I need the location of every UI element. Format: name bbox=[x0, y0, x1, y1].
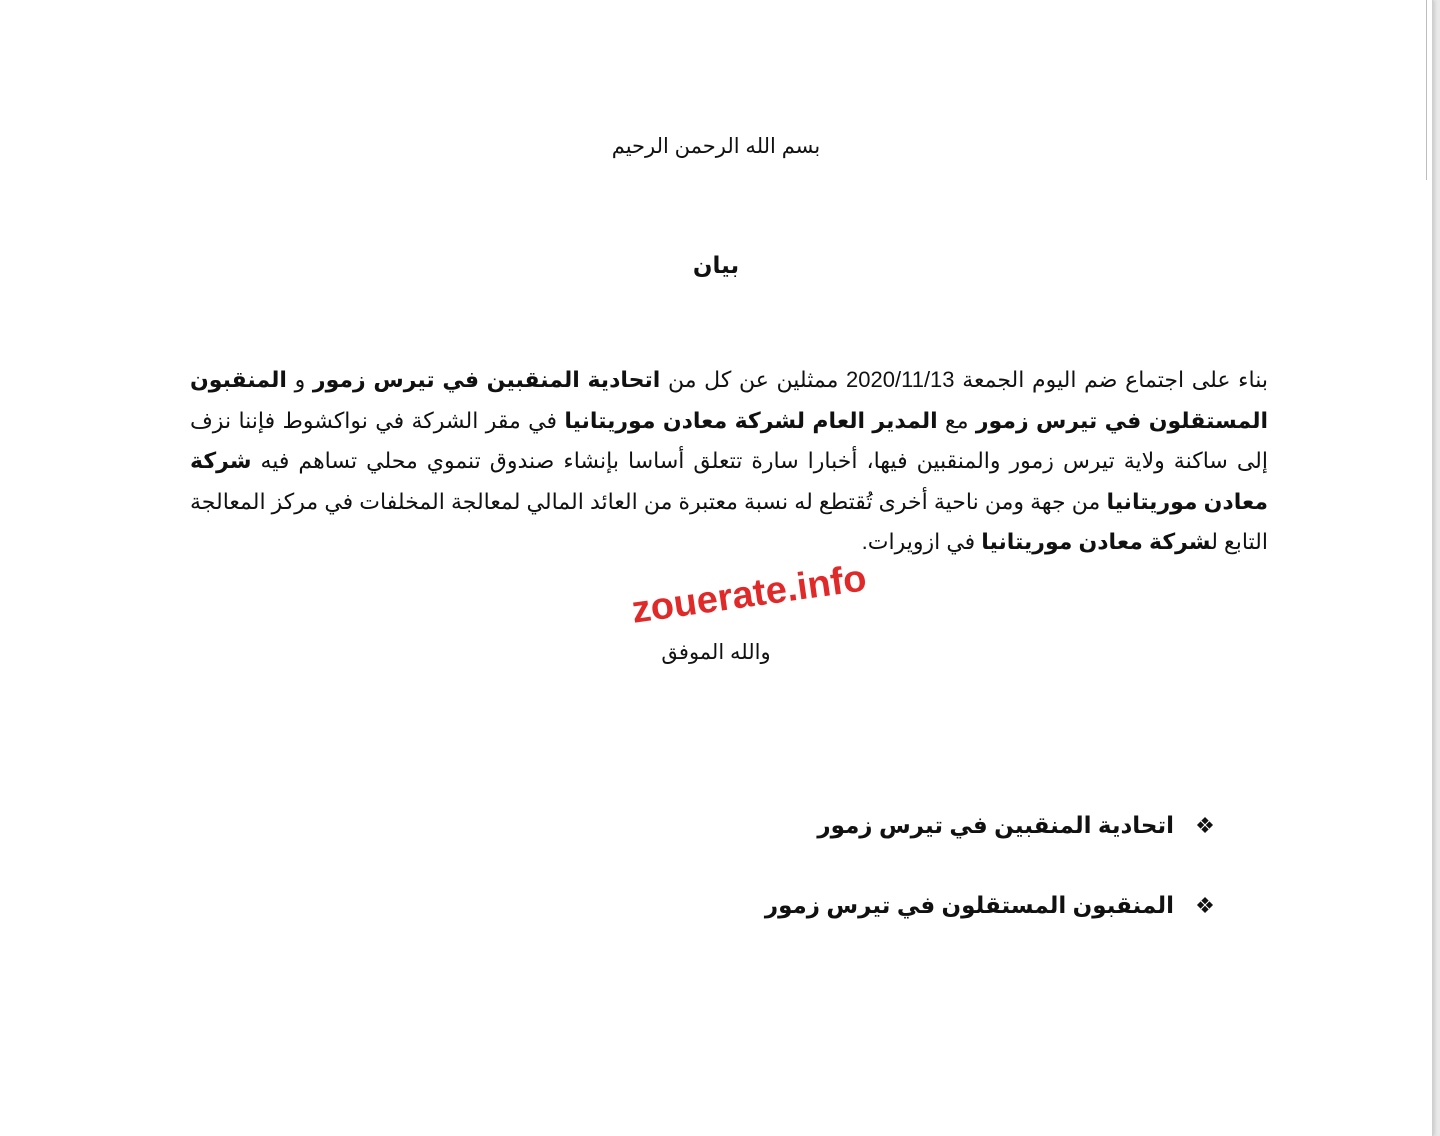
body-text: مع bbox=[937, 407, 976, 433]
body-text: و bbox=[286, 367, 313, 392]
body-text: في ازويرات. bbox=[861, 529, 982, 554]
signatory-item bbox=[817, 812, 1216, 839]
org-name-bold: المنقبون المستقلون في تيرس زمور bbox=[190, 367, 1268, 433]
watermark-text: zouerate.info bbox=[629, 557, 870, 632]
closing-phrase: والله الموفق bbox=[661, 641, 771, 664]
company-name-bold: شركة معادن موريتانيا bbox=[981, 529, 1212, 554]
diamond-bullet-icon: ❖ bbox=[1195, 892, 1215, 918]
director-bold: المدير العام لشركة معادن موريتانيا bbox=[564, 407, 938, 433]
body-text: في مقر الشركة في نواكشوط فإننا نزف إلى ساكنة ولاية تيرس زمور والمنقبين فيها، أخبارا سارة تتعلق أساسا بإنشاء صندوق تنموي محلي تساهم فيه bbox=[190, 407, 1268, 473]
company-name-bold: شركة معادن موريتانيا bbox=[190, 448, 1269, 514]
diamond-bullet-icon: ❖ bbox=[1195, 812, 1215, 838]
document-title: بيان bbox=[692, 252, 740, 278]
body-text: بناء على اجتماع ضم اليوم الجمعة 2020/11/13 ممثلين عن كل من bbox=[660, 367, 1268, 392]
signatory-name: اتحادية المنقبين في تيرس زمور bbox=[817, 812, 1174, 838]
signatory-name: المنقبون المستقلون في تيرس زمور bbox=[764, 892, 1174, 918]
org-name-bold: اتحادية المنقبين في تيرس زمور bbox=[312, 367, 661, 392]
basmala-heading: بسم الله الرحمن الرحيم bbox=[611, 135, 821, 158]
body-text: من جهة ومن ناحية أخرى تُقتطع له نسبة معتبرة من العائد المالي لمعالجة المخلفات في مركز المعالجة التابع ل bbox=[190, 488, 1268, 554]
statement-body bbox=[190, 360, 1268, 563]
signatory-item bbox=[765, 892, 1216, 919]
